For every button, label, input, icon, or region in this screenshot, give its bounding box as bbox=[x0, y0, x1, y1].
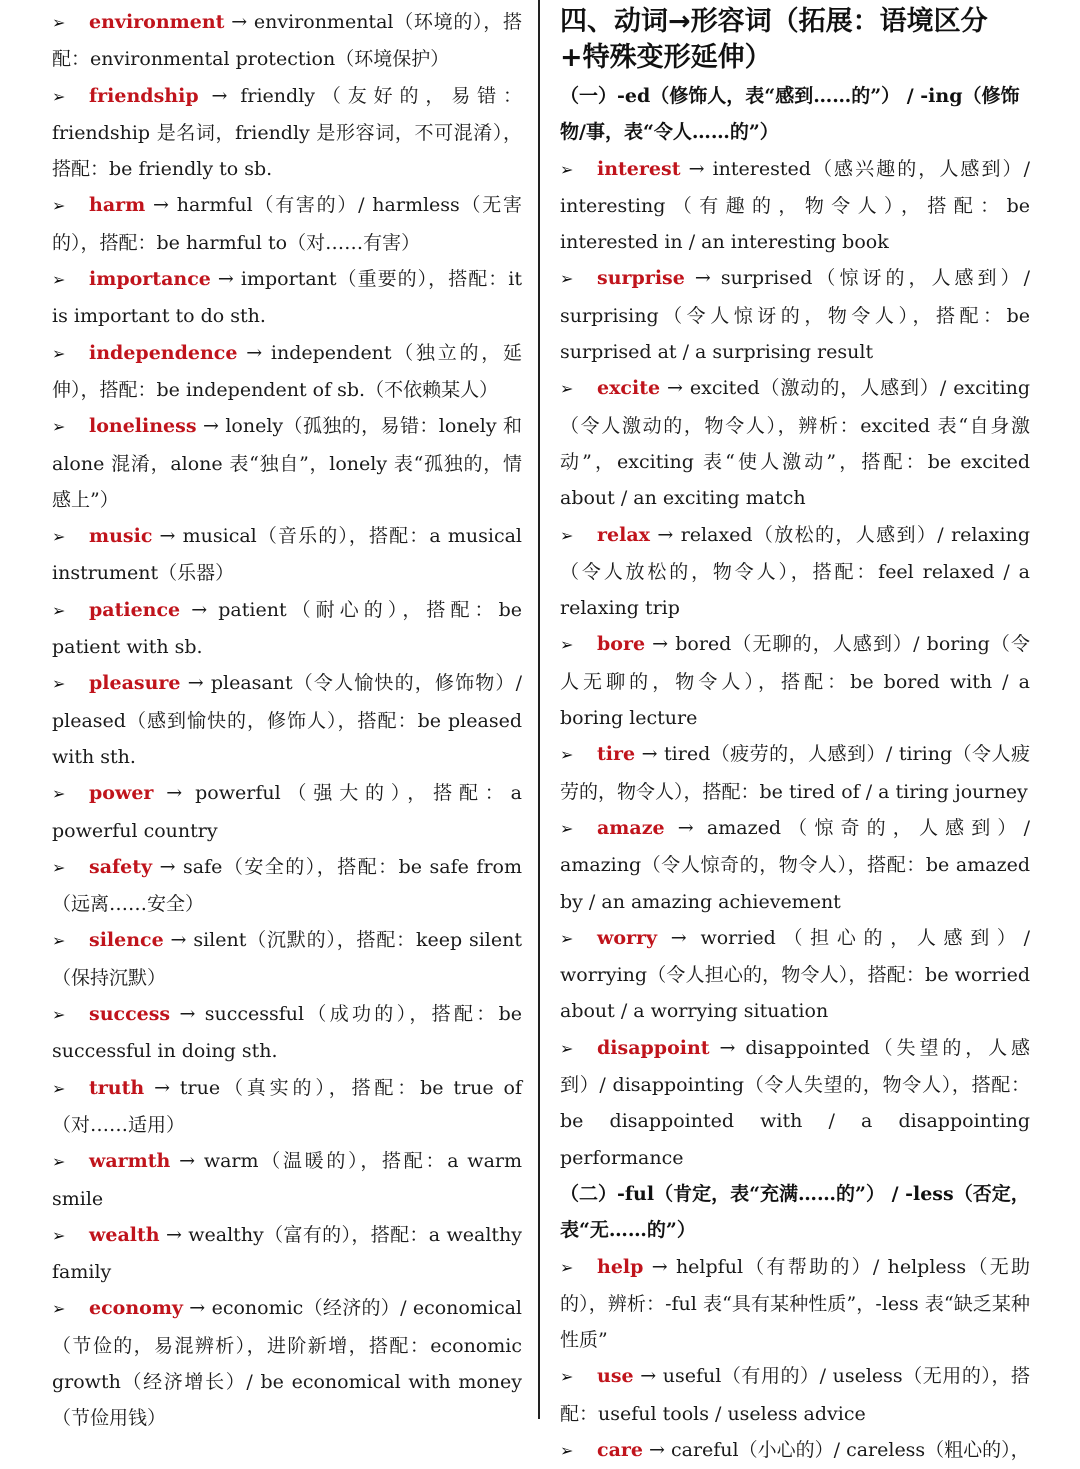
arrow-bullet-icon: ➢ bbox=[560, 811, 597, 847]
headword: warmth bbox=[89, 1150, 170, 1172]
headword: tire bbox=[597, 743, 635, 765]
ful-less-entries bbox=[560, 1249, 1030, 1469]
entry-text: → safe（安全的），搭配：be safe from（远离……安全） bbox=[52, 856, 522, 915]
entry-text: → lonely（孤独的，易错：lonely 和 alone 混淆，alone 表“独自”，lonely 表“孤独的，情感上”） bbox=[52, 415, 522, 511]
headword: friendship bbox=[89, 85, 199, 107]
headword: wealth bbox=[89, 1224, 160, 1246]
entry-text: → careful（小心的）/ careless（粗心的）， bbox=[643, 1439, 1030, 1461]
subsection-title-ful-less: （二）-ful（肯定，表“充满……的”） / -less（否定，表“无……的”） bbox=[560, 1176, 1030, 1249]
vocab-entry bbox=[560, 260, 1030, 370]
entry-text: → useful（有用的）/ useless（无用的），搭配：useful tools / useless advice bbox=[560, 1365, 1030, 1424]
entry-text: → musical（音乐的），搭配：a musical instrument（乐器） bbox=[52, 525, 522, 584]
vocab-entry bbox=[560, 1030, 1030, 1176]
arrow-bullet-icon: ➢ bbox=[52, 409, 89, 445]
vocab-entry bbox=[52, 1217, 522, 1291]
headword: importance bbox=[89, 268, 211, 290]
vocab-entry bbox=[52, 1070, 522, 1144]
vocab-entry bbox=[52, 922, 522, 996]
arrow-bullet-icon: ➢ bbox=[560, 1031, 597, 1067]
arrow-bullet-icon: ➢ bbox=[560, 518, 597, 554]
entry-text: → patient（耐心的），搭配：be patient with sb. bbox=[52, 599, 522, 658]
vocab-entry bbox=[560, 1249, 1030, 1359]
arrow-bullet-icon: ➢ bbox=[560, 371, 597, 407]
arrow-bullet-icon: ➢ bbox=[52, 1218, 89, 1254]
headword: silence bbox=[89, 929, 164, 951]
headword: relax bbox=[597, 524, 650, 546]
arrow-bullet-icon: ➢ bbox=[52, 79, 89, 115]
entry-text: → surprised（惊讶的，人感到）/ surprising（令人惊讶的，物令人），搭配：be surprised at / a surprising result bbox=[560, 267, 1030, 363]
vocab-entry bbox=[52, 996, 522, 1070]
headword: use bbox=[597, 1365, 634, 1387]
entry-text: → worried（担心的，人感到）/ worrying（令人担心的，物令人），搭配：be worried about / a worrying situation bbox=[560, 927, 1030, 1023]
entry-text: → independent（独立的，延伸），搭配：be independent of sb.（不依赖某人） bbox=[52, 342, 522, 401]
vocab-entry bbox=[560, 920, 1030, 1030]
entry-text: → wealthy（富有的），搭配：a wealthy family bbox=[52, 1224, 522, 1283]
arrow-bullet-icon: ➢ bbox=[560, 921, 597, 957]
vocab-entry bbox=[560, 370, 1030, 516]
headword: care bbox=[597, 1439, 643, 1461]
vocab-entry bbox=[52, 187, 522, 261]
entry-text: → harmful（有害的）/ harmless（无害的），搭配：be harmful to（对……有害） bbox=[52, 194, 522, 253]
entry-text: → economic（经济的）/ economical（节俭的，易混辨析），进阶新增，搭配：economic growth（经济增长）/ be economical with money（节俭用钱） bbox=[52, 1297, 522, 1429]
arrow-bullet-icon: ➢ bbox=[52, 5, 89, 41]
headword: environment bbox=[89, 11, 224, 33]
arrow-bullet-icon: ➢ bbox=[52, 850, 89, 886]
arrow-bullet-icon: ➢ bbox=[52, 593, 89, 629]
vocab-entry bbox=[52, 592, 522, 666]
arrow-bullet-icon: ➢ bbox=[52, 262, 89, 298]
vocab-entry bbox=[560, 736, 1030, 810]
entry-text: → friendly（友好的，易错：friendship 是名词，friendly 是形容词，不可混淆），搭配：be friendly to sb. bbox=[52, 85, 522, 181]
headword: loneliness bbox=[89, 415, 197, 437]
headword: bore bbox=[597, 633, 645, 655]
entry-text: → amazed（惊奇的，人感到）/ amazing（令人惊奇的，物令人），搭配：be amazed by / an amazing achievement bbox=[560, 817, 1030, 913]
entry-text: → environmental（环境的），搭配：environmental protection（环境保护） bbox=[52, 11, 522, 70]
headword: worry bbox=[597, 927, 657, 949]
entry-text: → powerful（强大的），搭配：a powerful country bbox=[52, 782, 522, 841]
entry-text: → interested（感兴趣的，人感到）/ interesting（有趣的，物令人），搭配：be interested in / an interesting book bbox=[560, 158, 1030, 254]
entry-text: → relaxed（放松的，人感到）/ relaxing（令人放松的，物令人），搭配：feel relaxed / a relaxing trip bbox=[560, 524, 1030, 620]
headword: power bbox=[89, 782, 153, 804]
headword: economy bbox=[89, 1297, 183, 1319]
headword: success bbox=[89, 1003, 170, 1025]
entry-text: → tired（疲劳的，人感到）/ tiring（令人疲劳的，物令人），搭配：be tired of / a tiring journey bbox=[560, 743, 1030, 802]
vocab-entry bbox=[52, 1290, 522, 1436]
arrow-bullet-icon: ➢ bbox=[560, 627, 597, 663]
subsection-title-ed-ing: （一）-ed（修饰人，表“感到……的”） / -ing（修饰物/事，表“令人……的”） bbox=[560, 78, 1030, 151]
arrow-bullet-icon: ➢ bbox=[560, 1250, 597, 1286]
vocab-entry bbox=[52, 261, 522, 335]
entry-text: → important（重要的），搭配：it is important to do sth. bbox=[52, 268, 522, 327]
headword: patience bbox=[89, 599, 180, 621]
vocab-entry bbox=[52, 4, 522, 78]
headword: harm bbox=[89, 194, 145, 216]
arrow-bullet-icon: ➢ bbox=[52, 997, 89, 1033]
arrow-bullet-icon: ➢ bbox=[52, 519, 89, 555]
entry-text: → excited（激动的，人感到）/ exciting（令人激动的，物令人），辨析：excited 表“自身激动”，exciting 表“使人激动”，搭配：be excited about / an exciting match bbox=[560, 377, 1030, 509]
headword: music bbox=[89, 525, 152, 547]
arrow-bullet-icon: ➢ bbox=[560, 1433, 597, 1469]
arrow-bullet-icon: ➢ bbox=[52, 923, 89, 959]
vocab-entry bbox=[52, 665, 522, 775]
arrow-bullet-icon: ➢ bbox=[560, 1359, 597, 1395]
vocab-entry bbox=[560, 151, 1030, 261]
arrow-bullet-icon: ➢ bbox=[52, 776, 89, 812]
headword: safety bbox=[89, 856, 152, 878]
vocab-entry bbox=[52, 849, 522, 923]
headword: help bbox=[597, 1256, 643, 1278]
vocab-entry bbox=[560, 1432, 1030, 1469]
arrow-bullet-icon: ➢ bbox=[560, 261, 597, 297]
vocab-entry bbox=[52, 1143, 522, 1217]
vocab-entry bbox=[52, 775, 522, 849]
entry-text: → silent（沉默的），搭配：keep silent（保持沉默） bbox=[52, 929, 522, 988]
arrow-bullet-icon: ➢ bbox=[560, 152, 597, 188]
arrow-bullet-icon: ➢ bbox=[52, 188, 89, 224]
vocab-entry bbox=[560, 1358, 1030, 1432]
headword: surprise bbox=[597, 267, 685, 289]
entry-text: → true（真实的），搭配：be true of（对……适用） bbox=[52, 1077, 522, 1136]
arrow-bullet-icon: ➢ bbox=[52, 1071, 89, 1107]
entry-text: → helpful（有帮助的）/ helpless（无助的），辨析：-ful 表“具有某种性质”，-less 表“缺乏某种性质” bbox=[560, 1256, 1030, 1352]
headword: excite bbox=[597, 377, 660, 399]
left-column bbox=[52, 4, 522, 1437]
ed-ing-entries bbox=[560, 151, 1030, 1176]
headword: interest bbox=[597, 158, 680, 180]
vocab-entry bbox=[560, 810, 1030, 920]
entry-text: → disappointed（失望的，人感到）/ disappointing（令人失望的，物令人），搭配：be disappointed with / a disappointing performance bbox=[560, 1037, 1030, 1169]
vocab-entry bbox=[52, 335, 522, 409]
vocab-entry bbox=[560, 517, 1030, 627]
headword: pleasure bbox=[89, 672, 181, 694]
vocab-entry bbox=[560, 626, 1030, 736]
headword: disappoint bbox=[597, 1037, 710, 1059]
headword: independence bbox=[89, 342, 237, 364]
arrow-bullet-icon: ➢ bbox=[52, 1291, 89, 1327]
arrow-bullet-icon: ➢ bbox=[52, 666, 89, 702]
entry-text: → successful（成功的），搭配：be successful in doing sth. bbox=[52, 1003, 522, 1062]
section-title: 四、动词→形容词（拓展：语境区分+特殊变形延伸） bbox=[560, 4, 1030, 76]
vocab-entry bbox=[52, 78, 522, 188]
arrow-bullet-icon: ➢ bbox=[560, 737, 597, 773]
headword: amaze bbox=[597, 817, 665, 839]
right-column bbox=[560, 4, 1030, 1469]
headword: truth bbox=[89, 1077, 144, 1099]
entry-text: → bored（无聊的，人感到）/ boring（令人无聊的，物令人），搭配：be bored with / a boring lecture bbox=[560, 633, 1030, 729]
entry-text: → warm（温暖的），搭配：a warm smile bbox=[52, 1150, 522, 1209]
entry-text: → pleasant（令人愉快的，修饰物）/ pleased（感到愉快的，修饰人），搭配：be pleased with sth. bbox=[52, 672, 522, 768]
arrow-bullet-icon: ➢ bbox=[52, 336, 89, 372]
vocab-entry bbox=[52, 408, 522, 518]
vocab-entry bbox=[52, 518, 522, 592]
arrow-bullet-icon: ➢ bbox=[52, 1144, 89, 1180]
column-divider bbox=[538, 0, 540, 1419]
